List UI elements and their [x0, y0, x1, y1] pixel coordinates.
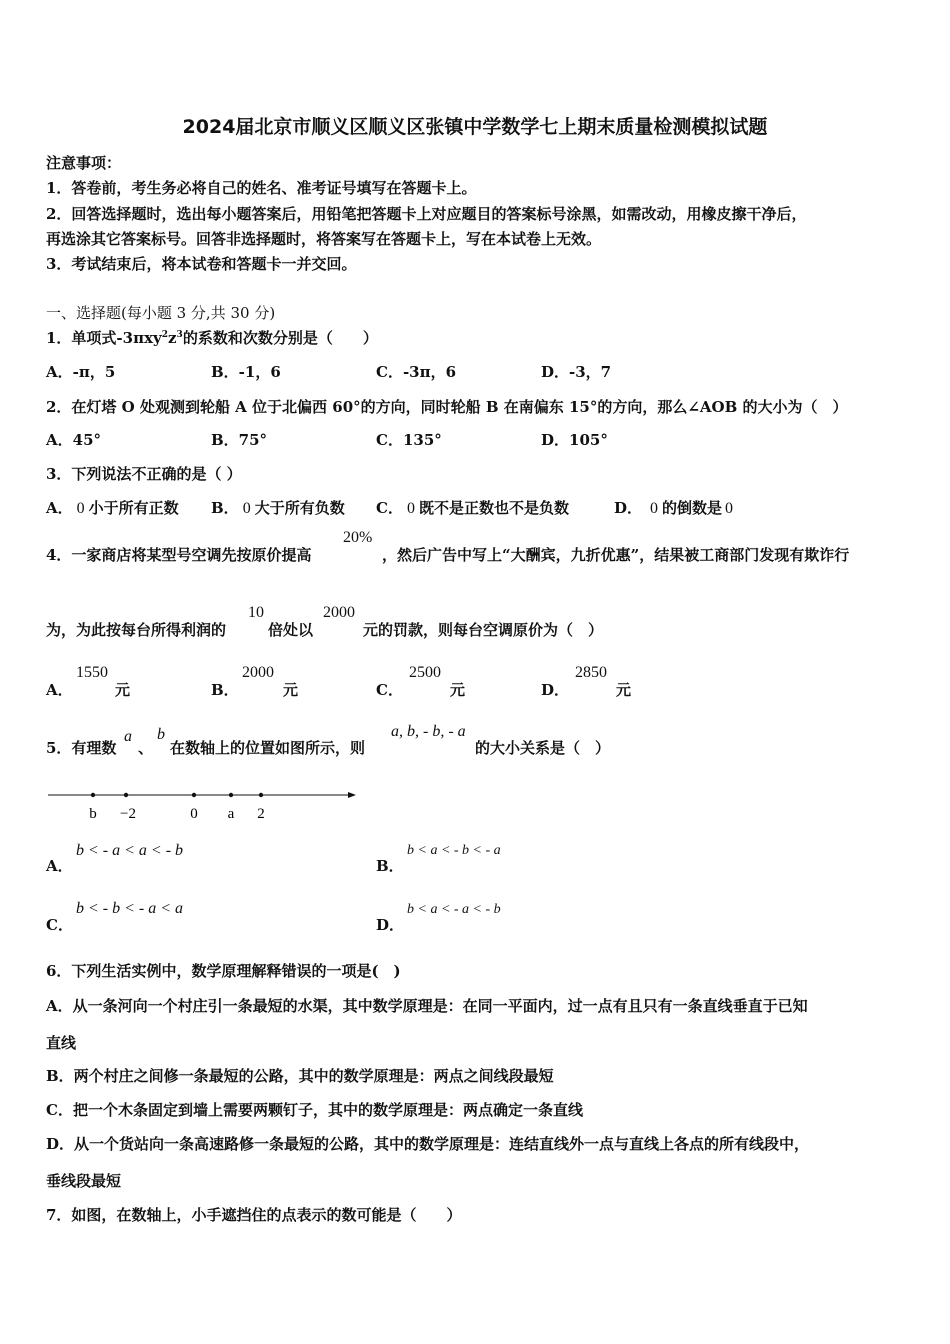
q5-stem-end: 的大小关系是（ ）: [475, 739, 611, 757]
q3-d-zero-2: 0: [725, 500, 734, 517]
q4-option-d-unit: 元: [616, 681, 632, 699]
label-a: a: [227, 806, 235, 822]
q3-d-text: 的倒数是: [662, 499, 723, 517]
q5-option-c-expr[interactable]: b < - b < - a < a: [76, 900, 184, 917]
q3-d-label: D．: [614, 499, 643, 517]
q1-option-b[interactable]: B．-1，6: [211, 363, 281, 381]
label-2: 2: [257, 806, 265, 822]
question-7-stem: 7．如图，在数轴上，小手遮挡住的点表示的数可能是（ ）: [46, 1206, 462, 1224]
q3-c-text: 既不是正数也不是负数: [418, 499, 569, 517]
q4-option-a-label[interactable]: A．: [46, 681, 73, 699]
number-line-arrow: [348, 792, 356, 798]
q1-z: z: [168, 329, 177, 347]
point-b: [91, 793, 95, 797]
q3-option-c[interactable]: [376, 497, 569, 518]
q1-option-c[interactable]: C．-3π，6: [376, 363, 457, 381]
label-0: 0: [190, 806, 198, 822]
q3-c-zero: 0: [406, 500, 415, 517]
q5-option-a-expr[interactable]: b < - a < a < - b: [76, 842, 184, 859]
notice-item-3: 3．考试结束后，将本试卷和答题卡一并交回。: [46, 255, 357, 273]
q3-b-zero: 0: [242, 500, 251, 517]
question-3-stem: 3．下列说法不正确的是（ ）: [46, 465, 242, 483]
notice-item-2b: 再选涂其它答案标号。回答非选择题时，将答案写在答题卡上，写在本试卷上无效。: [46, 230, 602, 248]
q4-option-d-value[interactable]: 2850: [575, 664, 607, 681]
q4-line-2-start: 为，为此按每台所得利润的: [46, 621, 227, 639]
q3-a-label: A．: [46, 499, 73, 517]
q3-a-zero: 0: [76, 500, 85, 517]
q4-fine: 2000: [323, 604, 355, 621]
q4-times: 10: [248, 604, 264, 621]
q1-option-d[interactable]: D．-3，7: [541, 363, 612, 381]
q5-option-d-expr[interactable]: b < a < - a < - b: [407, 902, 501, 917]
q5-number-line: [44, 782, 364, 826]
q3-option-b[interactable]: [211, 497, 345, 518]
q2-option-d[interactable]: D．105°: [541, 431, 608, 449]
q5-option-b-expr[interactable]: b < a < - b < - a: [407, 843, 501, 858]
q1-option-a[interactable]: A．-π，5: [46, 363, 116, 381]
q2-option-c[interactable]: C．135°: [376, 431, 442, 449]
q6-option-d-line-2[interactable]: 垂线段最短: [46, 1172, 122, 1190]
q4-option-d-label[interactable]: D．: [541, 681, 570, 699]
q2-option-a[interactable]: A．45°: [46, 431, 102, 449]
notice-item-2a: 2．回答选择题时，选出每小题答案后，用铅笔把答题卡上对应题目的答案标号涂黑，如需改动，用橡皮擦干净后，: [46, 205, 807, 223]
q3-b-text: 大于所有负数: [254, 499, 345, 517]
point-a: [229, 793, 233, 797]
label-b: b: [89, 806, 97, 822]
q3-option-d[interactable]: [614, 497, 733, 518]
q3-option-a[interactable]: [46, 497, 179, 518]
q4-option-b-label[interactable]: B．: [211, 681, 239, 699]
q3-b-label: B．: [211, 499, 239, 517]
q5-option-d-label[interactable]: D．: [376, 916, 405, 934]
q5-option-a-label[interactable]: A．: [46, 857, 73, 875]
point-0: [192, 793, 196, 797]
question-1-stem: [46, 327, 378, 348]
q5-expression: a, b, - b, - a: [391, 723, 466, 740]
q1-suffix: 的系数和次数分别是（ ）: [182, 329, 378, 347]
q3-c-label: C．: [376, 499, 403, 517]
q3-a-text: 小于所有正数: [88, 499, 179, 517]
q4-line-1-end: ，然后广告中写上“大酬宾，九折优惠”，结果被工商部门发现有欺诈行: [382, 546, 850, 564]
q4-option-c-value[interactable]: 2500: [409, 664, 441, 681]
q3-d-zero-1: 0: [650, 500, 659, 517]
q5-stem-start: 5．有理数: [46, 739, 117, 757]
q1-sup-y: 2: [161, 330, 169, 340]
point-minus-2: [124, 793, 128, 797]
q5-var-b: b: [157, 726, 165, 743]
page-title: 2024届北京市顺义区顺义区张镇中学数学七上期末质量检测模拟试题: [182, 116, 768, 138]
q4-option-c-unit: 元: [450, 681, 466, 699]
label-minus-2: −2: [120, 806, 136, 822]
q1-sup-z: 3: [176, 330, 183, 340]
section-heading: 一、选择题(每小题 3 分,共 30 分): [46, 304, 276, 322]
q4-percent: 20%: [343, 529, 373, 546]
q4-line-1-start: 4．一家商店将某型号空调先按原价提高: [46, 546, 312, 564]
q2-option-b[interactable]: B．75°: [211, 431, 268, 449]
q6-option-b[interactable]: B．两个村庄之间修一条最短的公路，其中的数学原理是：两点之间线段最短: [46, 1067, 554, 1085]
notice-item-1: 1．答卷前，考生务必将自己的姓名、准考证号填写在答题卡上。: [46, 179, 477, 197]
notice-heading: 注意事项：: [46, 154, 122, 172]
q4-line-2-end: 元的罚款，则每台空调原价为（ ）: [363, 621, 604, 639]
q5-sep: 、: [138, 739, 154, 757]
q5-option-c-label[interactable]: C．: [46, 916, 73, 934]
q4-line-2-mid: 倍处以: [268, 621, 314, 639]
q6-option-c[interactable]: C．把一个木条固定到墙上需要两颗钉子，其中的数学原理是：两点确定一条直线: [46, 1101, 583, 1119]
q5-stem-mid: 在数轴上的位置如图所示，则: [170, 739, 366, 757]
q4-option-c-label[interactable]: C．: [376, 681, 403, 699]
question-6-stem: 6．下列生活实例中，数学原理解释错误的一项是( ): [46, 962, 401, 980]
q4-option-a-unit: 元: [115, 681, 131, 699]
q5-var-a: a: [124, 728, 132, 745]
point-2: [259, 793, 263, 797]
q4-option-a-value[interactable]: 1550: [76, 664, 108, 681]
q5-option-b-label[interactable]: B．: [376, 857, 404, 875]
q6-option-a-line-1[interactable]: A．从一条河向一个村庄引一条最短的水渠，其中数学原理是：在同一平面内，过一点有且只有一条直线垂直于已知: [46, 997, 808, 1015]
q6-option-d-line-1[interactable]: D．从一个货站向一条高速路修一条最短的公路，其中的数学原理是：连结直线外一点与直线上各点的所有线段中，: [46, 1135, 810, 1153]
q4-option-b-unit: 元: [283, 681, 299, 699]
q1-prefix: 1．单项式-3πxy: [46, 329, 162, 347]
q4-option-b-value[interactable]: 2000: [242, 664, 274, 681]
question-2-stem: 2．在灯塔 O 处观测到轮船 A 位于北偏西 60°的方向，同时轮船 B 在南偏东 15°的方向，那么∠AOB 的大小为（ ）: [46, 398, 848, 416]
q6-option-a-line-2[interactable]: 直线: [46, 1034, 77, 1052]
